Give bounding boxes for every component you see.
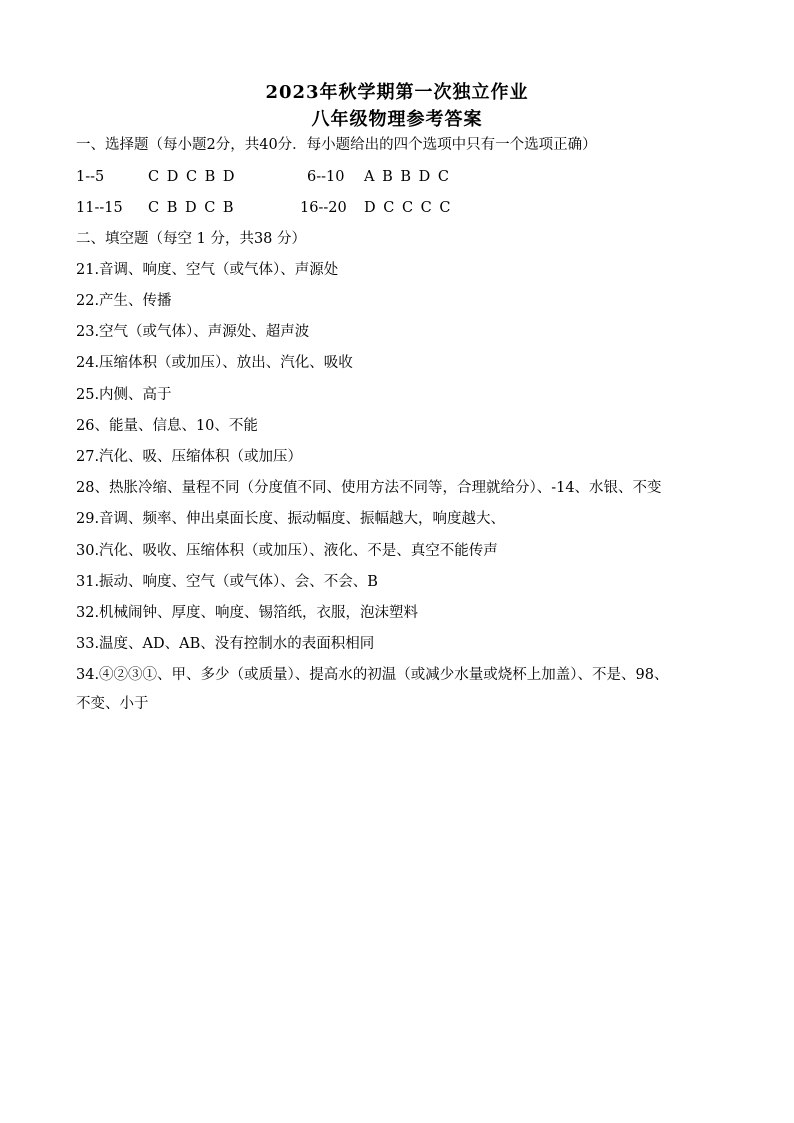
mc-answers: A B B D C (364, 169, 449, 185)
answer-line: 32.机械闹钟、厚度、响度、锡箔纸，衣服，泡沫塑料 (76, 605, 419, 621)
mc-range-label: 16--20 (300, 200, 347, 216)
answer-line: 28、热胀冷缩、量程不同（分度值不同、使用方法不同等，合理就给分）、-14、水银、不变 (76, 480, 662, 496)
answer-line: 26、能量、信息、10、不能 (76, 418, 258, 434)
mc-range-label: 1--5 (76, 169, 105, 185)
answer-line: 29.音调、频率、伸出桌面长度、振动幅度、振幅越大，响度越大、 (76, 511, 506, 527)
answer-line: 30.汽化、吸收、压缩体积（或加压）、液化、不是、真空不能传声 (76, 543, 498, 559)
mc-range-label: 11--15 (76, 200, 123, 216)
answer-line: 21.音调、响度、空气（或气体）、声源处 (76, 262, 339, 278)
section-1-heading: 一、选择题（每小题2分，共40分．每小题给出的四个选项中只有一个选项正确） (76, 137, 597, 153)
answer-line: 25.内侧、高于 (76, 387, 172, 403)
mc-answers: C B D C B (148, 200, 234, 216)
answer-line: 27.汽化、吸、压缩体积（或加压） (76, 449, 303, 465)
answer-line-continued: 不变、小于 (76, 696, 149, 712)
answer-line: 24.压缩体积（或加压）、放出、汽化、吸收 (76, 355, 353, 371)
answer-line: 33.温度、AD、AB、没有控制水的表面积相同 (76, 636, 375, 652)
section-2-heading: 二、填空题（每空 1 分，共38 分） (76, 231, 307, 247)
document-title: 2023年秋学期第一次独立作业 (265, 82, 529, 103)
mc-answers: D C C C C (364, 200, 451, 216)
document-subtitle: 八年级物理参考答案 (311, 109, 483, 130)
answer-line: 31.振动、响度、空气（或气体）、会、不会、B (76, 574, 378, 590)
answer-line: 23.空气（或气体）、声源处、超声波 (76, 324, 310, 340)
mc-range-label: 6--10 (307, 169, 345, 185)
answer-line: 34.④②③①、甲、多少（或质量）、提高水的初温（或减少水量或烧杯上加盖）、不是、98、 (76, 667, 669, 683)
mc-answers: C D C B D (148, 169, 235, 185)
answer-line: 22.产生、传播 (76, 293, 172, 309)
